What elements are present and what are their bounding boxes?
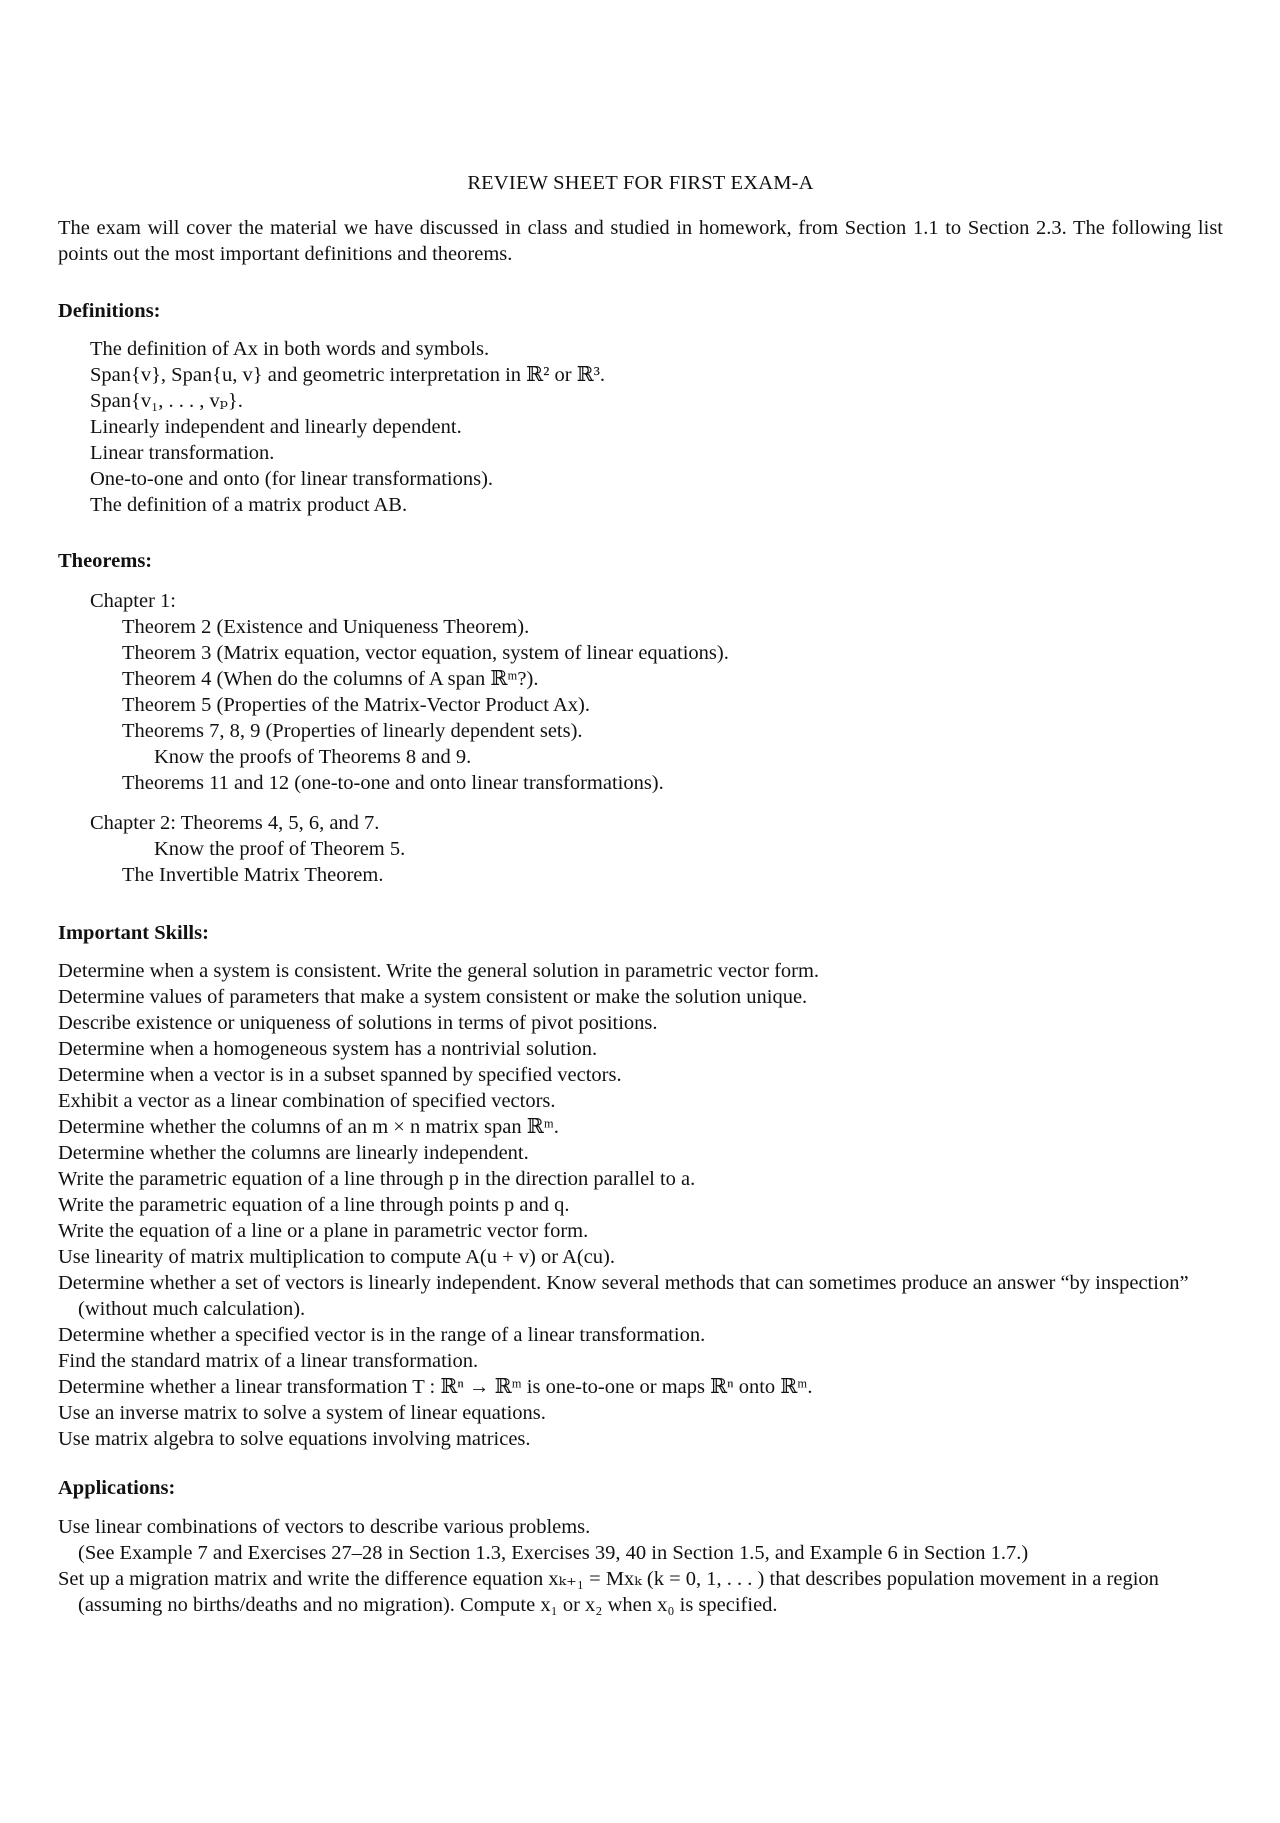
list-item: Know the proof of Theorem 5. [154,838,406,860]
list-item: Span{v}, Span{u, v} and geometric interpretation in ℝ² or ℝ³. [90,364,605,386]
list-item: Use linear combinations of vectors to describe various problems. [58,1516,591,1538]
theorems-heading: Theorems: [58,550,153,572]
list-item: One-to-one and onto (for linear transformations). [90,468,494,490]
list-item: Determine whether the columns of an m × n matrix span ℝᵐ. [58,1116,559,1138]
list-item: Linear transformation. [90,442,275,464]
theorems-chapter2 [58,810,1223,888]
list-item: Determine when a system is consistent. Write the general solution in parametric vector form. [58,960,820,982]
list-item: Use linearity of matrix multiplication to compute A(u + v) or A(cu). [58,1246,615,1268]
list-item: The Invertible Matrix Theorem. [122,864,384,886]
intro-paragraph: The exam will cover the material we have discussed in class and studied in homework, from Section 1.1 to Section 2.3. The following list points out the most important definitions and theorems. [58,217,1223,265]
list-item: Theorem 3 (Matrix equation, vector equation, system of linear equations). [122,642,729,664]
list-item: Determine whether the columns are linearly independent. [58,1142,529,1164]
list-item: Use matrix algebra to solve equations involving matrices. [58,1428,531,1450]
list-item: Describe existence or uniqueness of solutions in terms of pivot positions. [58,1012,658,1034]
list-item: Know the proofs of Theorems 8 and 9. [154,746,472,768]
list-item: Use an inverse matrix to solve a system of linear equations. [58,1402,546,1424]
definitions-list [58,336,1223,518]
list-item: Set up a migration matrix and write the difference equation xₖ₊₁ = Mxₖ (k = 0, 1, . . . ) that describes population movement in a region (assuming no births/deaths and no migration). Compute x₁ or x₂ when x₀ is specified. [58,1568,1159,1616]
applications-heading: Applications: [58,1477,176,1499]
list-item: Write the equation of a line or a plane in parametric vector form. [58,1220,589,1242]
list-item: Theorems 7, 8, 9 (Properties of linearly dependent sets). [122,720,583,742]
chapter-label: Chapter 1: [90,590,176,612]
list-item: Linearly independent and linearly dependent. [90,416,462,438]
list-item: Theorems 11 and 12 (one-to-one and onto linear transformations). [122,772,664,794]
list-item: Determine values of parameters that make a system consistent or make the solution unique. [58,986,808,1008]
list-item: The definition of a matrix product AB. [90,494,408,516]
list-item: Determine whether a set of vectors is linearly independent. Know several methods that can sometimes produce an answer “by inspection” (without much calculation). [58,1272,1189,1320]
list-item: Write the parametric equation of a line through p in the direction parallel to a. [58,1168,696,1190]
skills-heading: Important Skills: [58,922,209,944]
list-item: Theorem 5 (Properties of the Matrix-Vector Product Ax). [122,694,590,716]
list-item: Theorem 4 (When do the columns of A span ℝᵐ?). [122,668,539,690]
list-item: Span{v₁, . . . , vₚ}. [90,390,243,412]
list-item: Exhibit a vector as a linear combination of specified vectors. [58,1090,556,1112]
list-item: (See Example 7 and Exercises 27–28 in Section 1.3, Exercises 39, 40 in Section 1.5, and Example 6 in Section 1.7.) [78,1542,1029,1564]
list-item: Determine when a vector is in a subset spanned by specified vectors. [58,1064,622,1086]
applications-list [58,1514,1223,1618]
theorems-chapter1 [58,588,1223,796]
page-title: REVIEW SHEET FOR FIRST EXAM-A [467,172,814,194]
list-item: Write the parametric equation of a line through points p and q. [58,1194,570,1216]
list-item: Theorem 2 (Existence and Uniqueness Theorem). [122,616,530,638]
list-item: Determine when a homogeneous system has a nontrivial solution. [58,1038,598,1060]
skills-list [58,958,1223,1452]
list-item: Determine whether a linear transformation T : ℝⁿ → ℝᵐ is one-to-one or maps ℝⁿ onto ℝᵐ. [58,1376,813,1398]
list-item: Determine whether a specified vector is in the range of a linear transformation. [58,1324,706,1346]
list-item: Find the standard matrix of a linear transformation. [58,1350,479,1372]
list-item: The definition of Ax in both words and symbols. [90,338,490,360]
chapter-label: Chapter 2: Theorems 4, 5, 6, and 7. [90,812,380,834]
definitions-heading: Definitions: [58,300,161,322]
